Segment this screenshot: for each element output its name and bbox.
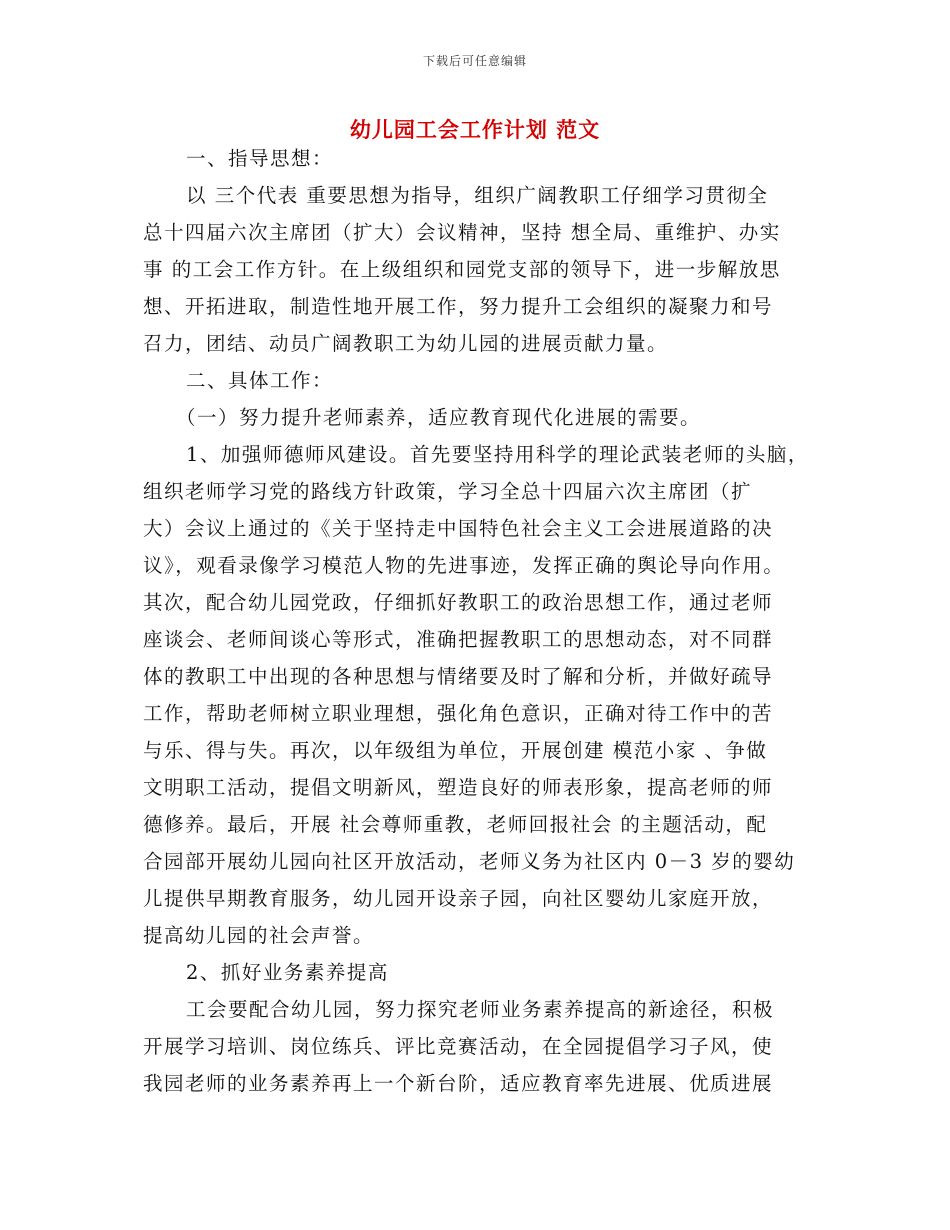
paragraph-line: 事 的工会工作方针。在上级组织和园党支部的领导下，进一步解放思 <box>143 258 781 281</box>
paragraph-line: 开展学习培训、岗位练兵、评比竞赛活动，在全园提倡学习子风，使 <box>143 1035 774 1058</box>
paragraph-line: 想、开拓进取，制造性地开展工作，努力提升工会组织的凝聚力和号 <box>143 295 774 318</box>
paragraph-line: 大）会议上通过的《关于坚持走中国特色社会主义工会进展道路的决 <box>143 517 774 540</box>
document-body <box>143 140 823 1102</box>
paragraph-line: 总十四届六次主席团（扩大）会议精神，坚持 想全局、重维护、办实 <box>143 221 781 244</box>
paragraph-line: 体的教职工中出现的各种思想与情绪要及时了解和分析，并做好疏导 <box>143 665 774 688</box>
paragraph-line: 组织老师学习党的路线方针政策，学习全总十四届六次主席团（扩 <box>143 480 753 503</box>
page-header-note: 下载后可任意编辑 <box>422 54 527 68</box>
paragraph-line: 工会要配合幼儿园，努力探究老师业务素养提高的新途径，积极 <box>186 998 775 1021</box>
section-heading: 二、具体工作： <box>186 369 334 392</box>
paragraph-line: 以 三个代表 重要思想为指导，组织广阔教职工仔细学习贯彻全 <box>186 184 769 207</box>
paragraph-line: 德修养。最后，开展 社会尊师重教，老师回报社会 的主题活动，配 <box>143 813 768 836</box>
paragraph-line: 议》，观看录像学习模范人物的先进事迹，发挥正确的舆论导向作用。 <box>143 554 785 577</box>
paragraph-line: 提高幼儿园的社会声誉。 <box>143 924 375 947</box>
document-title: 幼儿园工会工作计划 范文 <box>349 117 601 142</box>
paragraph-line: 召力，团结、动员广阔教职工为幼儿园的进展贡献力量。 <box>143 332 669 355</box>
paragraph-line: 儿提供早期教育服务，幼儿园开设亲子园，向社区婴幼儿家庭开放， <box>143 887 774 910</box>
paragraph-line: 文明职工活动，提倡文明新风，塑造良好的师表形象，提高老师的师 <box>143 776 774 799</box>
subsection-heading: （一）努力提升老师素养，适应教育现代化进展的需要。 <box>176 406 702 429</box>
section-heading: 一、指导思想： <box>186 147 334 170</box>
paragraph-line: 工作，帮助老师树立职业理想，强化角色意识，正确对待工作中的苦 <box>143 702 774 725</box>
paragraph-line: 合园部开展幼儿园向社区开放活动，老师义务为社区内 0－3 岁的婴幼 <box>143 850 796 873</box>
subsection-heading: 2、抓好业务素养提高 <box>186 961 389 984</box>
paragraph-line: 座谈会、老师间谈心等形式，准确把握教职工的思想动态，对不同群 <box>143 628 774 651</box>
paragraph-line: 其次，配合幼儿园党政，仔细抓好教职工的政治思想工作，通过老师 <box>143 591 774 614</box>
paragraph-line: 我园老师的业务素养再上一个新台阶，适应教育率先进展、优质进展 <box>143 1072 774 1095</box>
paragraph-line: 1、加强师德师风建设。首先要坚持用科学的理论武装老师的头脑， <box>186 443 809 466</box>
paragraph-line: 与乐、得与失。再次，以年级组为单位，开展创建 模范小家 、争做 <box>143 739 768 762</box>
